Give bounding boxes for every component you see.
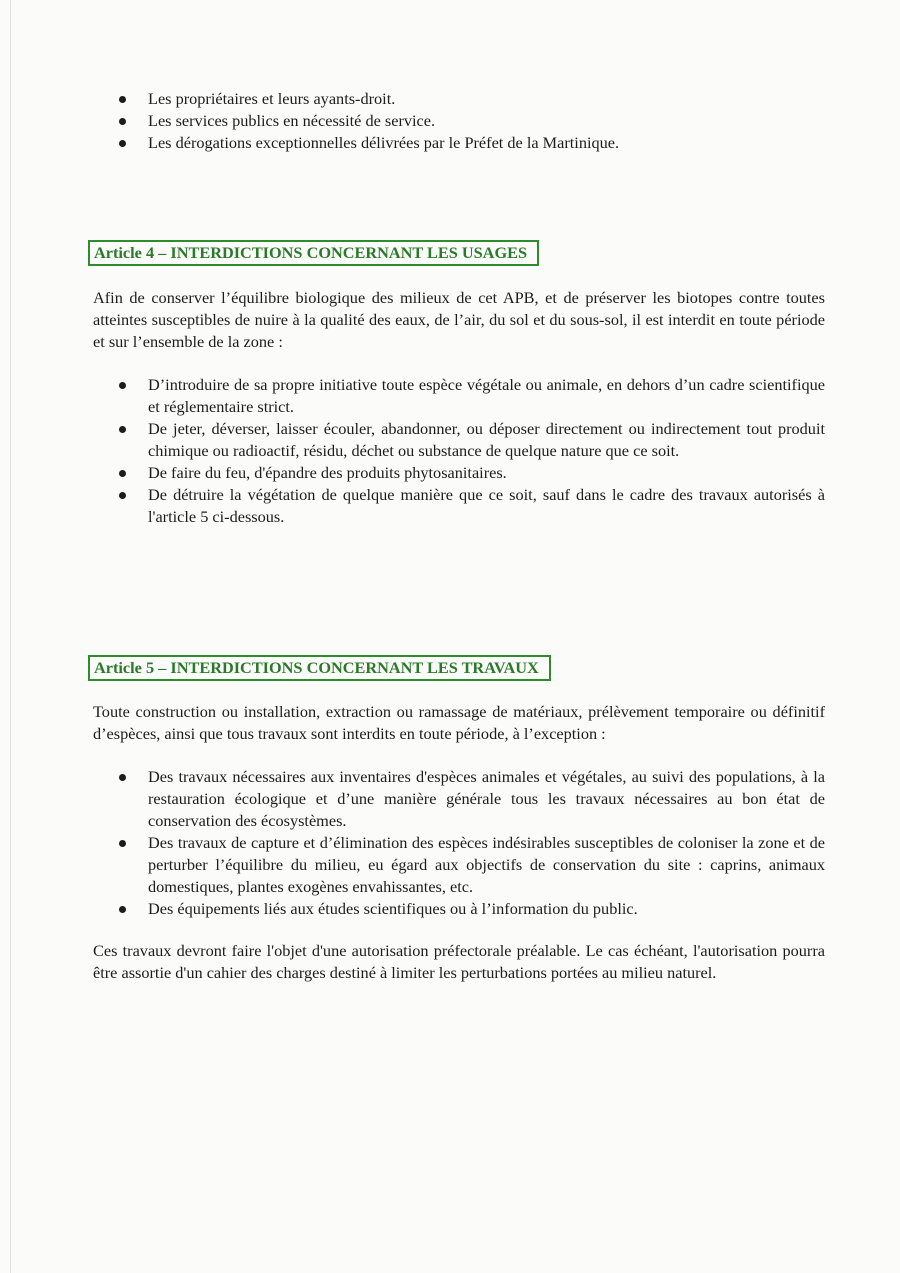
list-item: De détruire la végétation de quelque manière que ce soit, sauf dans le cadre des travaux autorisés à l'article 5 ci-dessous. [93, 484, 825, 528]
bullet-icon [119, 840, 126, 847]
bullet-icon [119, 140, 126, 147]
article5-paragraph: Toute construction ou installation, extraction ou ramassage de matériaux, prélèvement temporaire ou définitif d’espèces, ainsi que tous travaux sont interdits en toute période, à l’exception : [93, 702, 825, 743]
list-item: Des équipements liés aux études scientifiques ou à l’information du public. [93, 898, 825, 920]
article5-list-block [93, 766, 825, 920]
list-item: Des travaux de capture et d’élimination des espèces indésirables susceptibles de coloniser la zone et de perturber l’équilibre du milieu, eu égard aux objectifs de conservation du site : caprins, animaux domestiques, plantes exogènes envahissantes, etc. [93, 832, 825, 898]
article4-list-block [93, 374, 825, 528]
list-item: Des travaux nécessaires aux inventaires d'espèces animales et végétales, au suivi des populations, à la restauration écologique et d’une manière générale tous les travaux nécessaires au bon état de conservation des écosystèmes. [93, 766, 825, 832]
article5-list [93, 766, 825, 920]
bullet-icon [119, 426, 126, 433]
intro-list-block [93, 88, 825, 154]
article5-heading: Article 5 – INTERDICTIONS CONCERNANT LES TRAVAUX [88, 655, 551, 681]
bullet-icon [119, 492, 126, 499]
article5-closing-paragraph: Ces travaux devront faire l'objet d'une autorisation préfectorale préalable. Le cas échéant, l'autorisation pourra être assortie d'un cahier des charges destiné à limiter les perturbations portées au milieu naturel. [93, 941, 825, 982]
list-item: De faire du feu, d'épandre des produits phytosanitaires. [93, 462, 825, 484]
list-item: Les propriétaires et leurs ayants-droit. [93, 88, 825, 110]
bullet-icon [119, 906, 126, 913]
list-item: Les services publics en nécessité de service. [93, 110, 825, 132]
bullet-icon [119, 118, 126, 125]
list-item: D’introduire de sa propre initiative toute espèce végétale ou animale, en dehors d’un cadre scientifique et réglementaire strict. [93, 374, 825, 418]
article4-heading: Article 4 – INTERDICTIONS CONCERNANT LES USAGES [88, 240, 539, 266]
article4-list [93, 374, 825, 528]
list-item: De jeter, déverser, laisser écouler, abandonner, ou déposer directement ou indirectement tout produit chimique ou radioactif, résidu, déchet ou substance de quelque nature que ce soit. [93, 418, 825, 462]
list-item: Les dérogations exceptionnelles délivrées par le Préfet de la Martinique. [93, 132, 825, 154]
bullet-icon [119, 774, 126, 781]
intro-list [93, 88, 825, 154]
bullet-icon [119, 470, 126, 477]
bullet-icon [119, 382, 126, 389]
bullet-icon [119, 96, 126, 103]
article4-paragraph: Afin de conserver l’équilibre biologique des milieux de cet APB, et de préserver les biotopes contre toutes atteintes susceptibles de nuire à la qualité des eaux, de l’air, du sol et du sous-sol, il est interdit en toute période et sur l’ensemble de la zone : [93, 288, 825, 351]
scan-edge-line [10, 0, 11, 1273]
